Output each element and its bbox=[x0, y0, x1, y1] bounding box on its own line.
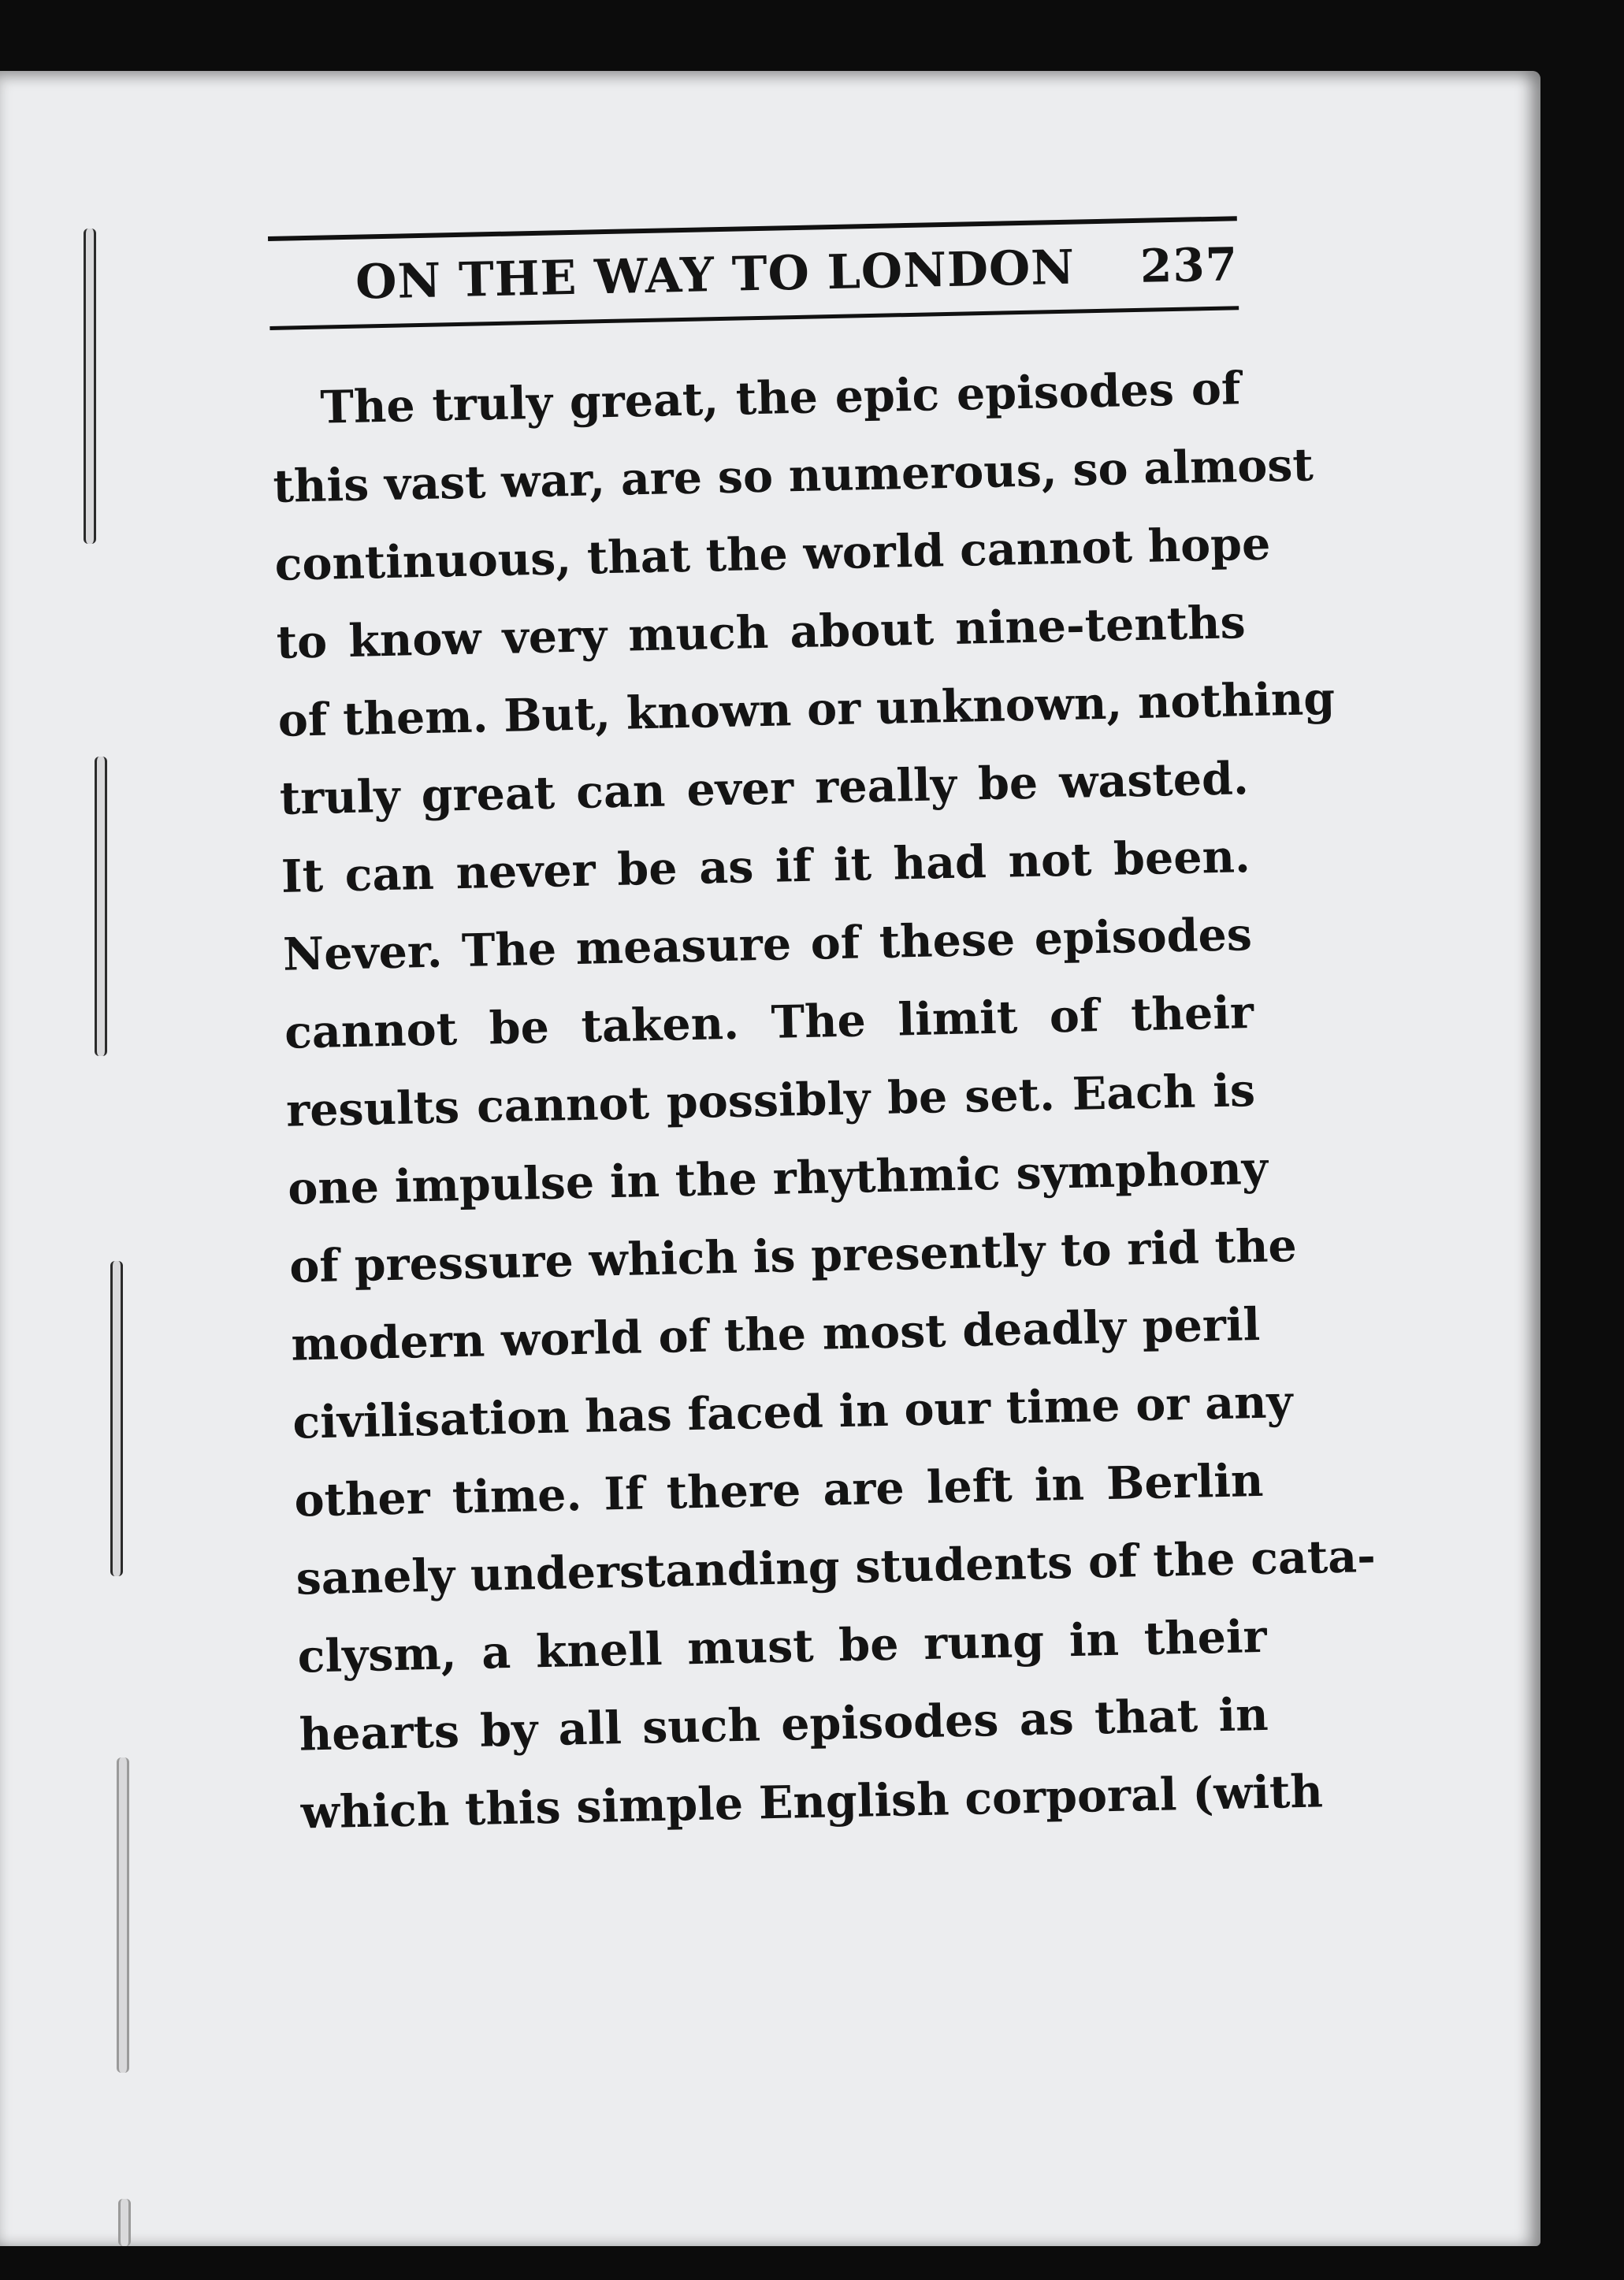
text-line: results cannot possibly be set. Each is bbox=[285, 1064, 1256, 1137]
binding-mark bbox=[110, 1261, 123, 1576]
text-line: civilisation has faced in our time or any bbox=[292, 1375, 1294, 1449]
text-line: sanely understanding students of the cata- bbox=[295, 1529, 1377, 1605]
binding-mark bbox=[84, 229, 96, 544]
text-line: to know very much about nine-tenths bbox=[276, 596, 1247, 669]
text-line: one impulse in the rhythmic symphony bbox=[287, 1141, 1269, 1215]
page-number: 237 bbox=[1139, 237, 1239, 293]
text-line: which this simple English corporal (with bbox=[300, 1765, 1324, 1839]
text-line: of pressure which is presently to rid the bbox=[288, 1218, 1298, 1293]
text-line: this vast war, are so numerous, so almost bbox=[272, 438, 1314, 513]
text-line: Never. The measure of these episodes bbox=[282, 908, 1253, 981]
text-line: other time. If there are left in Berlin bbox=[293, 1453, 1265, 1527]
text-line: truly great can ever really be wasted. bbox=[279, 752, 1250, 825]
running-head bbox=[268, 232, 1238, 317]
body-text bbox=[271, 349, 1377, 1851]
text-line: The truly great, the epic episodes of bbox=[319, 362, 1242, 434]
binding-mark bbox=[118, 2199, 131, 2246]
text-line: cannot be taken. The limit of their bbox=[284, 986, 1254, 1059]
binding-mark bbox=[117, 1757, 129, 2073]
running-title: ON THE WAY TO LONDON bbox=[355, 240, 1076, 311]
text-line: modern world of the most deadly peril bbox=[290, 1297, 1261, 1371]
text-line: It can never be as if it had not been. bbox=[281, 830, 1251, 903]
page-content bbox=[268, 216, 1377, 1851]
text-line: hearts by all such episodes as that in bbox=[299, 1687, 1269, 1761]
text-line: clysm, a knell must be rung in their bbox=[297, 1609, 1268, 1683]
binding-mark bbox=[95, 757, 107, 1056]
text-line: of them. But, known or unknown, nothing bbox=[277, 671, 1336, 747]
text-line: continuous, that the world cannot hope bbox=[274, 517, 1271, 591]
